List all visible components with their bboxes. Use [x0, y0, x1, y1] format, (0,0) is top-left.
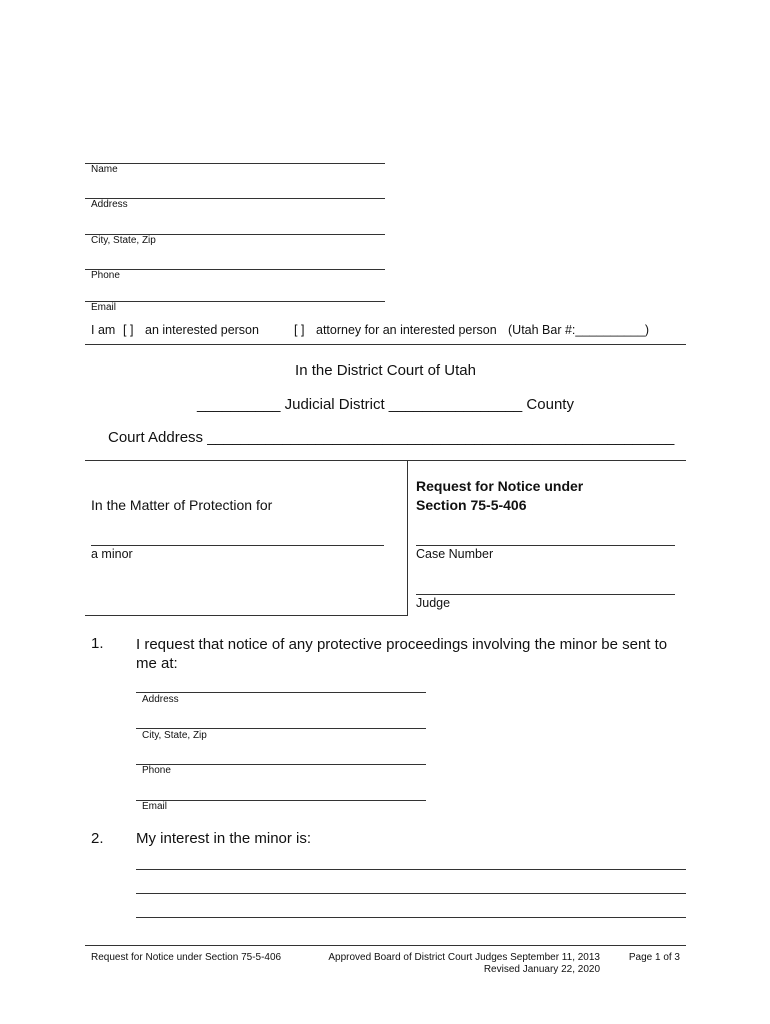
document-title-line1: Request for Notice under [416, 478, 584, 494]
item1-phone-line[interactable] [136, 764, 426, 765]
name-label: Name [91, 164, 118, 175]
minor-label: a minor [91, 547, 133, 561]
item1-text: I request that notice of any protective proceedings involving the minor be sent to me at: [136, 636, 668, 672]
caption-top-rule [85, 460, 686, 461]
item2-number: 2. [91, 830, 104, 847]
court-address-line[interactable]: Court Address ________________________________________________________ [108, 429, 675, 446]
item2-text: My interest in the minor is: [136, 830, 312, 847]
case-number-label: Case Number [416, 547, 494, 561]
address-line[interactable] [85, 198, 385, 199]
item1-number: 1. [91, 635, 104, 652]
interest-line-1[interactable] [136, 869, 686, 870]
role-i-am: I am [91, 323, 116, 337]
interested-person-checkbox[interactable]: [ ] [123, 323, 134, 337]
footer-revised: Revised January 22, 2020 [483, 964, 600, 975]
email-label: Email [91, 302, 117, 313]
caption-bottom-rule [85, 615, 408, 616]
address-label: Address [91, 199, 128, 210]
document-title-line2: Section 75-5-406 [416, 497, 527, 513]
attorney-label: attorney for an interested person [316, 323, 497, 337]
minor-name-line[interactable] [91, 545, 384, 546]
utah-bar-number-field[interactable]: (Utah Bar #:__________) [508, 323, 650, 337]
caption-divider [407, 460, 408, 615]
footer-approved: Approved Board of District Court Judges September 11, 2013 [328, 952, 600, 963]
judge-label: Judge [416, 596, 451, 610]
email-line[interactable] [85, 301, 385, 302]
item1-email-label: Email [142, 801, 168, 812]
phone-label: Phone [91, 270, 120, 281]
matter-label: In the Matter of Protection for [91, 497, 273, 513]
role-divider [85, 344, 686, 345]
judicial-district-line[interactable]: __________ Judicial District ________________ County [197, 396, 574, 413]
phone-line[interactable] [85, 269, 385, 270]
name-line[interactable] [85, 163, 385, 164]
interested-person-label: an interested person [145, 323, 259, 337]
item1-phone-label: Phone [142, 765, 171, 776]
item1-city-state-zip-line[interactable] [136, 728, 426, 729]
case-number-line[interactable] [416, 545, 675, 546]
judge-line[interactable] [416, 594, 675, 595]
footer-rule [85, 945, 686, 946]
city-state-zip-label: City, State, Zip [91, 235, 156, 246]
item1-address-label: Address [142, 694, 179, 705]
interest-line-3[interactable] [136, 917, 686, 918]
item1-email-line[interactable] [136, 800, 426, 801]
interest-line-2[interactable] [136, 893, 686, 894]
item1-city-state-zip-label: City, State, Zip [142, 730, 207, 741]
footer-form-title: Request for Notice under Section 75-5-406 [91, 952, 282, 963]
court-title: In the District Court of Utah [295, 362, 476, 379]
item1-address-line[interactable] [136, 692, 426, 693]
footer-page-number: Page 1 of 3 [628, 952, 680, 963]
attorney-checkbox[interactable]: [ ] [294, 323, 305, 337]
